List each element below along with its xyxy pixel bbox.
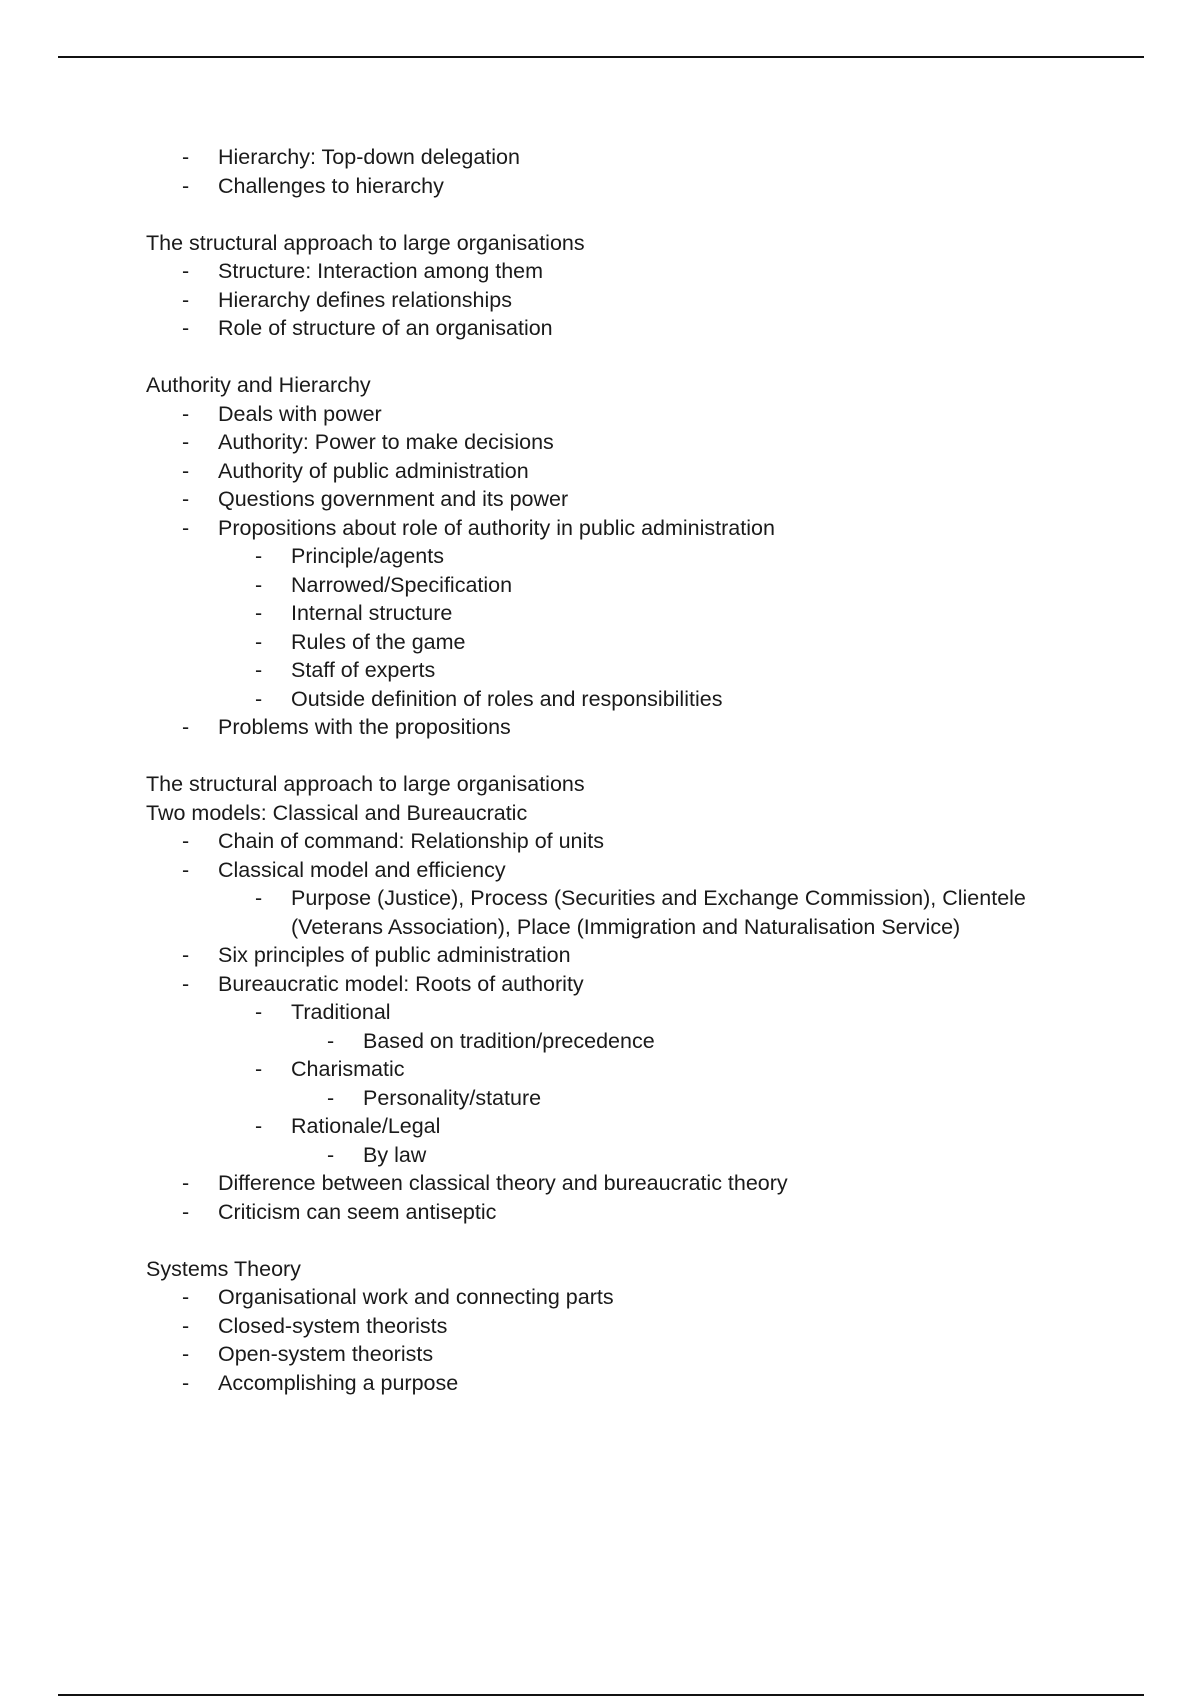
bullet-dash: - [182, 287, 190, 312]
bullet-dash: - [255, 686, 263, 711]
bullet-item-level-1 [0, 314, 1200, 343]
bullet-dash: - [182, 1342, 190, 1366]
bullet-dash: - [182, 1370, 190, 1395]
bullet-dash: - [182, 458, 190, 483]
section-heading: The structural approach to large organisations [146, 772, 585, 796]
bullet-item-level-1 [0, 485, 1200, 514]
bullet-item-level-2 [0, 571, 1200, 600]
bullet-text: Chain of command: Relationship of units [218, 829, 605, 853]
blank-line [0, 742, 1200, 771]
bullet-text: Charismatic [291, 1057, 405, 1081]
bullet-dash: - [182, 971, 190, 996]
bullet-dash: - [255, 1114, 263, 1138]
bullet-dash: - [255, 658, 263, 682]
bullet-dash: - [182, 430, 190, 454]
bullet-text: Hierarchy: Top-down delegation [218, 145, 520, 169]
blank-line [0, 1226, 1200, 1255]
bullet-item-level-2 [0, 1055, 1200, 1084]
bullet-item-level-2 [0, 1112, 1200, 1141]
bullet-dash: - [255, 544, 263, 568]
bullet-text: Personality/stature [363, 1085, 542, 1110]
bullet-dash: - [182, 1171, 190, 1195]
bullet-text: Classical model and efficiency [218, 857, 506, 882]
bullet-item-level-1 [0, 457, 1200, 486]
bullet-text: Principle/agents [291, 544, 444, 568]
bullet-dash: - [255, 1057, 263, 1081]
bullet-item-level-1 [0, 1198, 1200, 1227]
bullet-item-level-1 [0, 827, 1200, 856]
bullet-text: Accomplishing a purpose [218, 1370, 459, 1395]
bullet-dash: - [327, 1028, 335, 1053]
section-heading: Two models: Classical and Bureaucratic [146, 800, 528, 825]
bullet-item-level-1 [0, 1369, 1200, 1398]
bullet-text: Purpose (Justice), Process (Securities and Exchange Commission), Clientele (Veterans Association), Place (Immigration and Naturalisation Service) [291, 886, 1026, 939]
bullet-text: Based on tradition/precedence [363, 1028, 655, 1053]
bullet-dash: - [255, 629, 263, 654]
bullet-item-level-3 [0, 1027, 1200, 1056]
bullet-text: Difference between classical theory and bureaucratic theory [218, 1171, 788, 1195]
bullet-text: Organisational work and connecting parts [218, 1285, 614, 1309]
bullet-text: By law [363, 1142, 427, 1167]
bullet-item-level-1 [0, 172, 1200, 201]
bullet-dash: - [182, 259, 190, 283]
bullet-item-level-2 [0, 656, 1200, 685]
bullet-dash: - [182, 1313, 190, 1338]
bullet-text: Hierarchy defines relationships [218, 287, 512, 312]
bullet-text: Rules of the game [291, 629, 466, 654]
bullet-text: Role of structure of an organisation [218, 316, 553, 340]
header-rule [58, 56, 1144, 58]
bullet-item-level-1 [0, 970, 1200, 999]
bullet-item-level-1 [0, 1169, 1200, 1198]
bullet-dash: - [182, 943, 190, 967]
bullet-text: Six principles of public administration [218, 943, 571, 967]
bullet-dash: - [182, 145, 190, 169]
bullet-dash: - [182, 401, 190, 426]
bullet-dash: - [255, 886, 263, 910]
bullet-item-level-1 [0, 257, 1200, 286]
section-heading: Authority and Hierarchy [146, 373, 371, 397]
bullet-item-level-1 [0, 941, 1200, 970]
bullet-dash: - [255, 572, 263, 597]
bullet-text: Traditional [291, 1000, 391, 1024]
bullet-item-level-2 [0, 998, 1200, 1027]
bullet-dash: - [182, 316, 190, 340]
bullet-item-level-1 [0, 1283, 1200, 1312]
bullet-dash: - [255, 601, 263, 625]
section-heading: Systems Theory [146, 1256, 301, 1281]
bullet-text: Rationale/Legal [291, 1114, 441, 1138]
bullet-item-level-1 [0, 143, 1200, 172]
bullet-text: Bureaucratic model: Roots of authority [218, 971, 584, 996]
bullet-text: Closed-system theorists [218, 1313, 448, 1338]
bullet-text: Narrowed/Specification [291, 572, 513, 597]
document-body [0, 143, 1200, 1397]
bullet-dash: - [182, 173, 190, 198]
bullet-text: Questions government and its power [218, 487, 569, 511]
bullet-text: Authority: Power to make decisions [218, 430, 554, 454]
bullet-text: Criticism can seem antiseptic [218, 1199, 497, 1224]
bullet-item-level-1 [0, 1312, 1200, 1341]
bullet-item-level-1 [0, 286, 1200, 315]
bullet-text: Staff of experts [291, 658, 436, 682]
bullet-text: Deals with power [218, 401, 382, 426]
bullet-item-level-1 [0, 428, 1200, 457]
bullet-item-level-1 [0, 1340, 1200, 1369]
bullet-text: Challenges to hierarchy [218, 173, 444, 198]
bullet-dash: - [182, 829, 190, 853]
bullet-text: Problems with the propositions [218, 715, 511, 739]
bullet-item-level-2 [0, 685, 1200, 714]
bullet-item-level-2 [0, 542, 1200, 571]
bullet-dash: - [327, 1085, 335, 1110]
bullet-item-level-3 [0, 1084, 1200, 1113]
bullet-text: Outside definition of roles and responsibilities [291, 686, 723, 711]
bullet-dash: - [182, 1285, 190, 1309]
bullet-dash: - [327, 1142, 335, 1167]
bullet-text: Propositions about role of authority in public administration [218, 515, 775, 540]
bullet-dash: - [182, 515, 190, 540]
bullet-item-level-1 [0, 856, 1200, 885]
bullet-item-level-1 [0, 400, 1200, 429]
bullet-text: Internal structure [291, 601, 453, 625]
bullet-item-level-2 [0, 628, 1200, 657]
footer-rule [58, 1694, 1144, 1696]
bullet-text: Structure: Interaction among them [218, 259, 544, 283]
bullet-item-level-2 [0, 599, 1200, 628]
bullet-item-level-2 [0, 884, 1200, 941]
bullet-text: Open-system theorists [218, 1342, 434, 1366]
blank-line [0, 200, 1200, 229]
section-heading: The structural approach to large organisations [146, 230, 585, 255]
bullet-item-level-3 [0, 1141, 1200, 1170]
blank-line [0, 343, 1200, 372]
bullet-dash: - [255, 1000, 263, 1024]
bullet-text: Authority of public administration [218, 458, 529, 483]
bullet-dash: - [182, 715, 190, 739]
bullet-item-level-1 [0, 713, 1200, 742]
bullet-item-level-1 [0, 514, 1200, 543]
bullet-dash: - [182, 857, 190, 882]
bullet-dash: - [182, 487, 190, 511]
bullet-dash: - [182, 1199, 190, 1224]
